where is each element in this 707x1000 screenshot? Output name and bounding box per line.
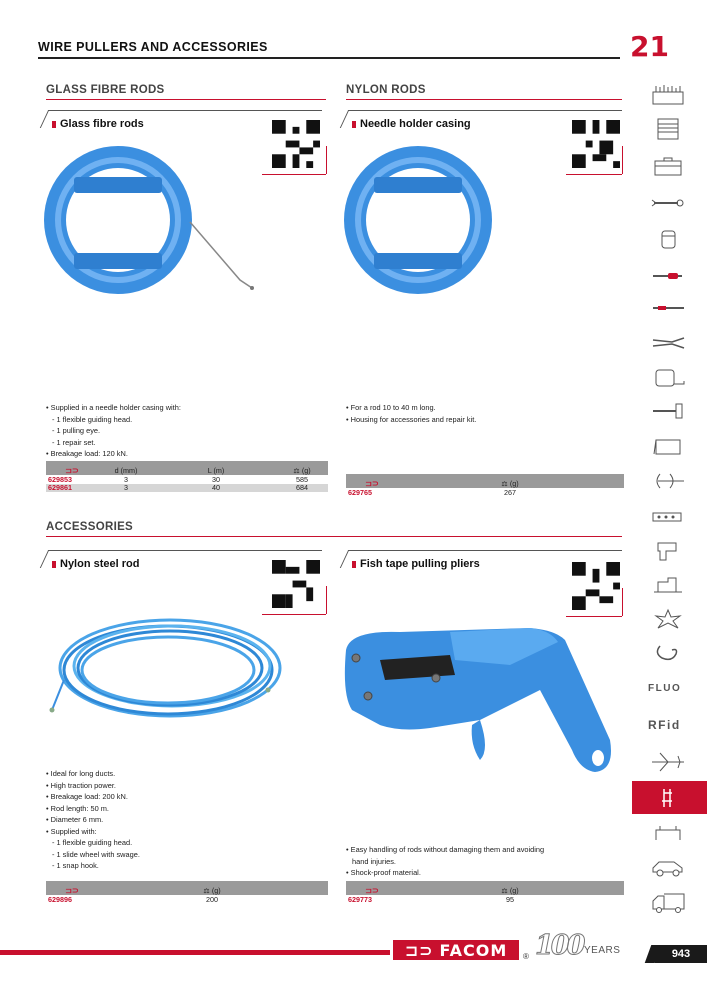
col-header: (g) bbox=[301, 466, 311, 475]
desc-line: • Breakage load: 200 kN. bbox=[46, 792, 128, 801]
ref-code[interactable]: 629765 bbox=[348, 487, 372, 497]
table-row bbox=[46, 895, 328, 904]
product-description bbox=[46, 402, 326, 460]
power-strip-icon[interactable] bbox=[650, 506, 686, 528]
file-icon[interactable] bbox=[650, 297, 686, 319]
desc-line: • Supplied in a needle holder casing with: bbox=[46, 403, 181, 412]
col-header-weight bbox=[96, 886, 328, 895]
tool-set-icon[interactable] bbox=[650, 84, 686, 106]
rfid-label[interactable]: RFid bbox=[648, 718, 681, 732]
chapter-number: 21 bbox=[630, 30, 669, 63]
qr-code-icon[interactable] bbox=[272, 560, 320, 608]
scale-icon: ⚖ bbox=[501, 886, 508, 895]
red-marker bbox=[52, 561, 56, 568]
ref-table-nylon-steel-rod bbox=[46, 881, 328, 904]
red-marker bbox=[52, 121, 56, 128]
cell: 200 bbox=[206, 894, 218, 904]
section-nylon-rods: NYLON RODS bbox=[346, 84, 426, 96]
desc-line: - 1 snap hook. bbox=[52, 861, 99, 870]
product-title-text: Glass fibre rods bbox=[60, 118, 144, 130]
product-title-text: Needle holder casing bbox=[360, 118, 471, 130]
impact-wrench-icon[interactable] bbox=[650, 540, 686, 562]
screwdriver-icon[interactable] bbox=[650, 262, 686, 284]
col-header: (g) bbox=[211, 886, 221, 895]
section-rule bbox=[346, 99, 622, 100]
qr-accent-line bbox=[566, 616, 622, 617]
tape-measure-icon[interactable] bbox=[650, 366, 686, 388]
title-line bbox=[52, 550, 322, 551]
reference-icon: ⊐⊃ bbox=[365, 886, 379, 895]
col-header-weight bbox=[396, 479, 624, 488]
cell: 3 bbox=[124, 474, 128, 484]
table-row bbox=[346, 895, 624, 904]
product-title-fish-tape-pliers bbox=[352, 558, 480, 570]
desc-line: • Supplied with: bbox=[46, 826, 97, 836]
title-line bbox=[352, 550, 622, 551]
desc-line: - 1 flexible guiding head. bbox=[52, 414, 133, 424]
section-rule bbox=[46, 99, 326, 100]
col-header: (g) bbox=[509, 479, 519, 488]
product-description bbox=[46, 768, 326, 872]
qr-accent-line bbox=[622, 146, 623, 174]
needle-holder-casing-image bbox=[340, 140, 510, 300]
red-marker bbox=[352, 121, 356, 128]
section-glass-fibre-rods: GLASS FIBRE RODS bbox=[46, 84, 165, 96]
puller-icon[interactable] bbox=[650, 470, 686, 492]
cell: 585 bbox=[296, 474, 308, 484]
desc-line: • Ideal for long ducts. bbox=[46, 769, 116, 778]
desc-line: • High traction power. bbox=[46, 780, 116, 790]
electrical-icon bbox=[650, 787, 686, 809]
table-header bbox=[346, 881, 624, 895]
vise-icon[interactable] bbox=[650, 574, 686, 596]
facom-logo-icon: ⊐⊃ bbox=[404, 940, 434, 960]
col-header-weight bbox=[276, 466, 328, 475]
title-line bbox=[52, 110, 322, 111]
product-title-text: Fish tape pulling pliers bbox=[360, 558, 480, 570]
table-row bbox=[46, 484, 328, 493]
desc-line: hand injuries. bbox=[352, 856, 396, 866]
hacksaw-icon[interactable] bbox=[650, 436, 686, 458]
desc-line: - 1 slide wheel with swage. bbox=[52, 849, 140, 859]
scale-icon: ⚖ bbox=[203, 886, 210, 895]
explosion-icon[interactable] bbox=[650, 608, 686, 630]
brand-text: FACOM bbox=[439, 940, 508, 960]
ref-table-glass bbox=[46, 461, 328, 492]
desc-line: • Diameter 6 mm. bbox=[46, 815, 104, 824]
fish-tape-pliers-image bbox=[340, 620, 620, 780]
hand-icon[interactable] bbox=[650, 822, 686, 844]
ref-code[interactable]: 629773 bbox=[348, 894, 372, 904]
title-rule bbox=[38, 57, 620, 59]
col-header: d (mm) bbox=[114, 466, 138, 475]
desc-line: - 1 flexible guiding head. bbox=[52, 838, 133, 847]
qr-code-icon[interactable] bbox=[572, 120, 620, 168]
glass-fibre-rod-reel-image bbox=[40, 140, 265, 300]
desc-line: - 1 repair set. bbox=[52, 437, 96, 447]
desc-line: • Housing for accessories and repair kit. bbox=[346, 414, 477, 424]
ref-code[interactable]: 629853 bbox=[48, 474, 72, 484]
qr-accent-line bbox=[262, 174, 326, 175]
fluo-label[interactable]: FLUO bbox=[648, 683, 682, 694]
facom-logo bbox=[393, 940, 519, 960]
reference-icon: ⊐⊃ bbox=[365, 479, 379, 488]
anniversary-logo: 100 bbox=[535, 930, 583, 961]
reference-icon: ⊐⊃ bbox=[65, 466, 79, 475]
wrench-icon[interactable] bbox=[650, 192, 686, 214]
anniversary-years: YEARS bbox=[584, 945, 621, 956]
cell: 3 bbox=[124, 483, 128, 493]
product-title-needle-holder-casing bbox=[352, 118, 471, 130]
table-header bbox=[46, 881, 328, 895]
cell: 30 bbox=[212, 474, 220, 484]
ref-table-pliers bbox=[346, 881, 624, 904]
hammer-icon[interactable] bbox=[650, 400, 686, 422]
qr-accent-line bbox=[622, 588, 623, 616]
page-number: 943 bbox=[655, 945, 707, 963]
col-header: L (m) bbox=[207, 466, 225, 475]
footer-accent-bar bbox=[0, 950, 390, 955]
aviation-icon[interactable] bbox=[650, 750, 686, 772]
qr-accent-line bbox=[326, 146, 327, 174]
cell: 95 bbox=[506, 894, 514, 904]
lanyard-icon[interactable] bbox=[650, 642, 686, 664]
product-title-glass-fibre-rods bbox=[52, 118, 144, 130]
qr-code-icon[interactable] bbox=[572, 562, 620, 610]
section-accessories: ACCESSORIES bbox=[46, 521, 134, 533]
section-rule bbox=[46, 536, 622, 537]
title-line bbox=[352, 110, 622, 111]
ref-code[interactable]: 629861 bbox=[48, 483, 72, 493]
col-header-weight bbox=[396, 886, 624, 895]
product-description bbox=[346, 402, 626, 425]
cell: 40 bbox=[212, 483, 220, 493]
col-header: (g) bbox=[509, 886, 519, 895]
cell: 267 bbox=[504, 487, 516, 497]
table-header bbox=[46, 461, 328, 475]
tool-box-icon[interactable] bbox=[650, 155, 686, 177]
socket-icon[interactable] bbox=[650, 228, 686, 250]
pliers-icon[interactable] bbox=[650, 332, 686, 354]
desc-line: • For a rod 10 to 40 m long. bbox=[346, 403, 436, 412]
page-title: WIRE PULLERS AND ACCESSORIES bbox=[38, 40, 268, 54]
desc-line: - 1 pulling eye. bbox=[52, 426, 101, 435]
table-row bbox=[346, 488, 624, 497]
scale-icon: ⚖ bbox=[501, 479, 508, 488]
qr-accent-line bbox=[326, 586, 327, 614]
product-description bbox=[346, 844, 626, 879]
qr-accent-line bbox=[566, 174, 622, 175]
van-icon[interactable] bbox=[650, 892, 686, 914]
scale-icon: ⚖ bbox=[293, 466, 300, 475]
desc-line: • Easy handling of rods without damaging them and avoiding bbox=[346, 845, 545, 854]
reference-icon: ⊐⊃ bbox=[65, 886, 79, 895]
desc-line: • Shock-proof material. bbox=[346, 868, 421, 877]
desc-line: • Rod length: 50 m. bbox=[46, 803, 109, 813]
tool-cabinet-icon[interactable] bbox=[650, 118, 686, 140]
car-icon[interactable] bbox=[650, 856, 686, 878]
nylon-steel-rod-coil-image bbox=[40, 610, 300, 730]
table-header bbox=[346, 474, 624, 488]
table-row bbox=[46, 475, 328, 484]
desc-line: • Breakage load: 120 kN. bbox=[46, 449, 128, 458]
qr-code-icon[interactable] bbox=[272, 120, 320, 168]
cell: 684 bbox=[296, 483, 308, 493]
product-title-nylon-steel-rod bbox=[52, 558, 139, 570]
ref-table-needle-casing bbox=[346, 474, 624, 497]
registered-mark: ® bbox=[523, 952, 529, 961]
ref-code[interactable]: 629896 bbox=[48, 894, 72, 904]
product-title-text: Nylon steel rod bbox=[60, 558, 140, 570]
red-marker bbox=[352, 561, 356, 568]
